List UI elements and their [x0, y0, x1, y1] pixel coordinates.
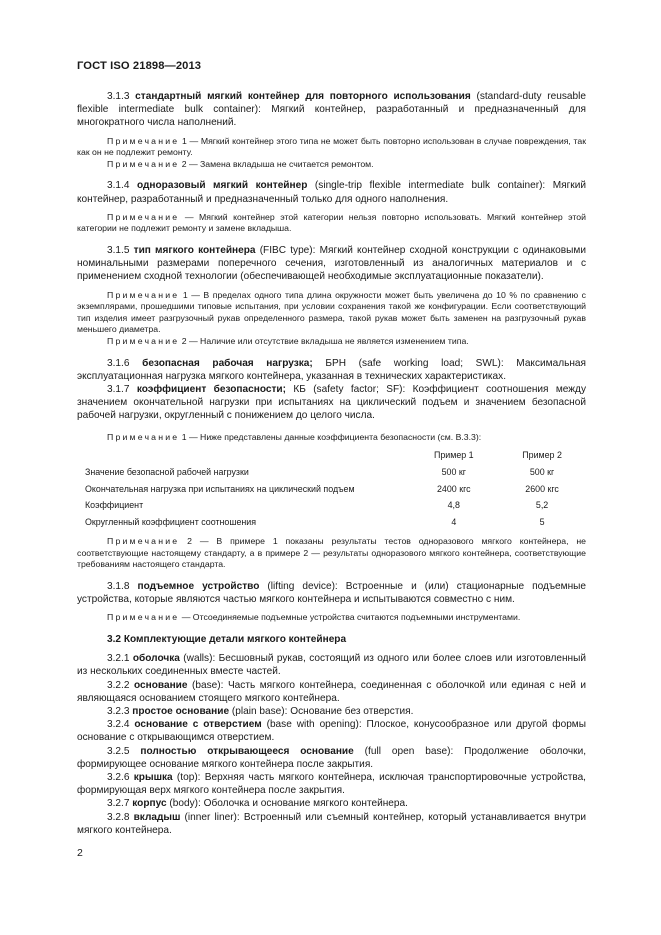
clause-number: 3.1.8: [107, 580, 130, 592]
table-cell: Значение безопасной рабочей нагрузки: [85, 467, 249, 478]
clause-term: коэффициент безопасности;: [136, 383, 286, 395]
table-row: [77, 497, 586, 514]
note-label: Примечание: [107, 289, 180, 300]
clause-number: 3.2.4: [107, 719, 130, 731]
clause-number: 3.2.6: [107, 771, 130, 783]
clause-text: (standard-duty reusable flexible intermediate bulk container): Мягкий контейнер, разработанный и предназначенный для многократного числа наполнений.: [77, 91, 586, 129]
note-text: 1 — Мягкий контейнер этого типа не может быть повторно использован в случае повреждения, так как он не подлежит ремонту.: [77, 135, 586, 158]
table-row: [77, 514, 586, 531]
clause-3-1-4: [77, 179, 586, 205]
clause-3-1-7: [77, 383, 586, 423]
note-label: Примечание: [107, 536, 180, 547]
note-text: — Мягкий контейнер этой категории нельзя повторно использовать. Мягкий контейнер этой категории не подлежит ремонту и замене вкладыша.: [77, 211, 586, 234]
clause-number: 3.2.2: [107, 679, 130, 691]
note-label: Примечание: [107, 335, 180, 346]
clause-text: КБ (safety factor; SF): Коэффициент соотношения между значением окончательной нагрузки при испытаниях на циклический подъем и значением безопасной рабочей нагрузки, округленный с понижением до целого числа.: [77, 383, 586, 422]
clause-3-1-3: [77, 90, 586, 130]
note-text: 1 — В пределах одного типа длина окружности может быть увеличена до 10 % по сравнению с экземплярами, прошедшими типовые испытания, при условии сохранения такой же конфигурации. Если соответствующий тип изделия имеет разгрузочный рукав определенного размера, такой рукав может быть заменен на разгрузочный рукав меньшего диаметра.: [77, 289, 586, 335]
section-heading-3-2: 3.2 Комплектующие детали мягкого контейнера: [107, 633, 347, 645]
note-3-1-3-1: [77, 136, 586, 159]
note-3-1-7-2: [77, 536, 586, 571]
note-3-1-5-2: [77, 336, 586, 348]
clause-number: 3.2.7: [107, 798, 130, 810]
note-label: Примечание: [107, 612, 180, 623]
note-label: Примечание: [107, 431, 180, 442]
note-label: Примечание: [107, 158, 180, 169]
clause-term: одноразовый мягкий контейнер: [136, 180, 308, 192]
clause-3-2-1: [77, 652, 586, 678]
note-text: 1 — Ниже представлены данные коэффициента безопасности (см. В.3.3):: [179, 431, 482, 442]
table-cell: 4: [451, 516, 457, 527]
table-header-cell: Пример 2: [522, 450, 562, 461]
clause-3-1-5: [77, 244, 586, 284]
clause-number: 3.1.7: [107, 383, 130, 395]
clause-term: вкладыш: [133, 811, 181, 823]
clause-term: оболочка: [132, 653, 180, 665]
clause-number: 3.2.3: [107, 705, 130, 717]
table-cell: Округленный коэффициент соотношения: [85, 516, 257, 527]
page-body: [77, 90, 586, 837]
clause-term: корпус: [132, 798, 167, 810]
clause-text: (full open base): Продолжение оболочки, формирующее основание мягкого контейнера после закрытия.: [77, 745, 587, 770]
clause-3-1-8: [77, 580, 586, 606]
table-cell: 5: [539, 516, 545, 527]
clause-3-2-6: [77, 771, 586, 797]
clause-3-2-2: [77, 679, 586, 705]
note-3-1-4: [77, 212, 586, 235]
clause-number: 3.1.4: [107, 180, 130, 192]
note-text: 2 — Замена вкладыша не считается ремонтом.: [179, 158, 374, 169]
clause-text: (single-trip flexible intermediate bulk container): Мягкий контейнер, разработанный и предназначенный только для одного наполнения.: [77, 180, 586, 205]
note-text: — Отсоединяемые подъемные устройства считаются подъемными инструментами.: [179, 612, 521, 623]
note-label: Примечание: [107, 135, 180, 146]
table-cell: 5,2: [535, 500, 549, 511]
clause-number: 3.2.1: [107, 653, 130, 665]
clause-term: безопасная рабочая нагрузка;: [142, 357, 313, 369]
clause-text: (lifting device): Встроенные и (или) стационарные подъемные устройства, которые являются частью мягкого контейнера и испытываются совместно с ним.: [77, 580, 587, 606]
clause-number: 3.1.3: [107, 91, 130, 102]
table-header-cell: Пример 1: [433, 450, 474, 461]
clause-term: полностью открывающееся основание: [140, 745, 354, 757]
safety-factor-table: [77, 447, 586, 530]
clause-term: основание с отверстием: [134, 719, 262, 731]
clause-text: (base with opening): Плоское, конусообразное или другой формы основание с открывающимся отверстием.: [77, 719, 587, 744]
clause-3-2-3: [77, 705, 586, 718]
page-number: 2: [77, 847, 83, 859]
clause-term: тип мягкого контейнера: [133, 244, 256, 256]
note-text: 2 — В примере 1 показаны результаты тестов одноразового мягкого контейнера, не соответствующие настоящему стандарту, а в примере 2 — результаты одноразового мягкого контейнера, соответствующие требованиям настоящего стандарта.: [77, 536, 586, 570]
clause-3-2-4: [77, 718, 586, 744]
clause-text: (inner liner): Встроенный или съемный контейнер, который устанавливается внутри мягкого контейнера.: [77, 811, 586, 836]
clause-text: (base): Часть мягкого контейнера, соединенная с оболочкой или единая с ней и являющаяся основанием стоящего мягкого контейнера.: [77, 679, 587, 704]
table-cell: 2600 кгс: [525, 483, 559, 494]
clause-3-1-6: [77, 357, 586, 383]
clause-3-2-7: [77, 797, 586, 810]
clause-number: 3.2.5: [107, 745, 130, 757]
clause-term: основание: [133, 679, 188, 691]
clause-text: (top): Верхняя часть мягкого контейнера, исключая транспортировочные устройства, формирующая верх мягкого контейнера после закрытия.: [77, 771, 586, 797]
table-header-cell: [77, 447, 409, 464]
clause-text: (FIBC type): Мягкий контейнер сходной конструкции с одинаковыми номинальными размерами поперечного сечения, изготовленный из аналогичных материалов и с применением сходной технологии (обеспечивающей необходимые эксплуатационные показатели).: [77, 244, 586, 283]
table-cell: Коэффициент: [85, 500, 144, 511]
clause-3-2-8: [77, 811, 586, 837]
clause-text: (body): Оболочка и основание мягкого контейнера.: [166, 798, 408, 810]
note-3-1-5-1: [77, 290, 586, 336]
clause-text: БРН (safe working load; SWL): Максимальная эксплуатационная нагрузка мягкого контейнера, указанная в технических характеристиках.: [77, 357, 587, 382]
clause-text: (walls): Бесшовный рукав, состоящий из одного или более слоев или изготовленный из нескольких соединенных вместе частей.: [77, 653, 586, 678]
clause-number: 3.1.6: [107, 357, 130, 369]
note-label: Примечание: [107, 211, 180, 222]
clause-number: 3.2.8: [107, 811, 130, 823]
table-cell: 2400 кгс: [436, 483, 471, 494]
clause-3-2-5: [77, 745, 586, 771]
table-cell: 4,8: [447, 500, 460, 511]
clause-term: простое основание: [132, 705, 230, 717]
clause-text: (plain base): Основание без отверстия.: [229, 705, 414, 717]
table-row: [77, 464, 586, 481]
table-cell: 500 кг: [441, 467, 466, 478]
table-header-row: [77, 447, 586, 464]
note-3-1-3-2: [77, 159, 586, 171]
clause-number: 3.1.5: [107, 244, 130, 256]
note-3-1-7-1: [77, 432, 586, 444]
clause-term: стандартный мягкий контейнер для повторного использования: [135, 91, 471, 102]
document-header: ГОСТ ISO 21898—2013: [77, 60, 202, 72]
clause-term: крышка: [133, 771, 173, 783]
table-cell: 500 кг: [529, 467, 555, 478]
note-3-1-8: [77, 612, 586, 624]
note-text: 2 — Наличие или отсутствие вкладыша не является изменением типа.: [179, 335, 469, 346]
table-row: [77, 480, 586, 497]
clause-term: подъемное устройство: [137, 580, 260, 592]
table-cell: Окончательная нагрузка при испытаниях на циклический подъем: [85, 483, 355, 494]
